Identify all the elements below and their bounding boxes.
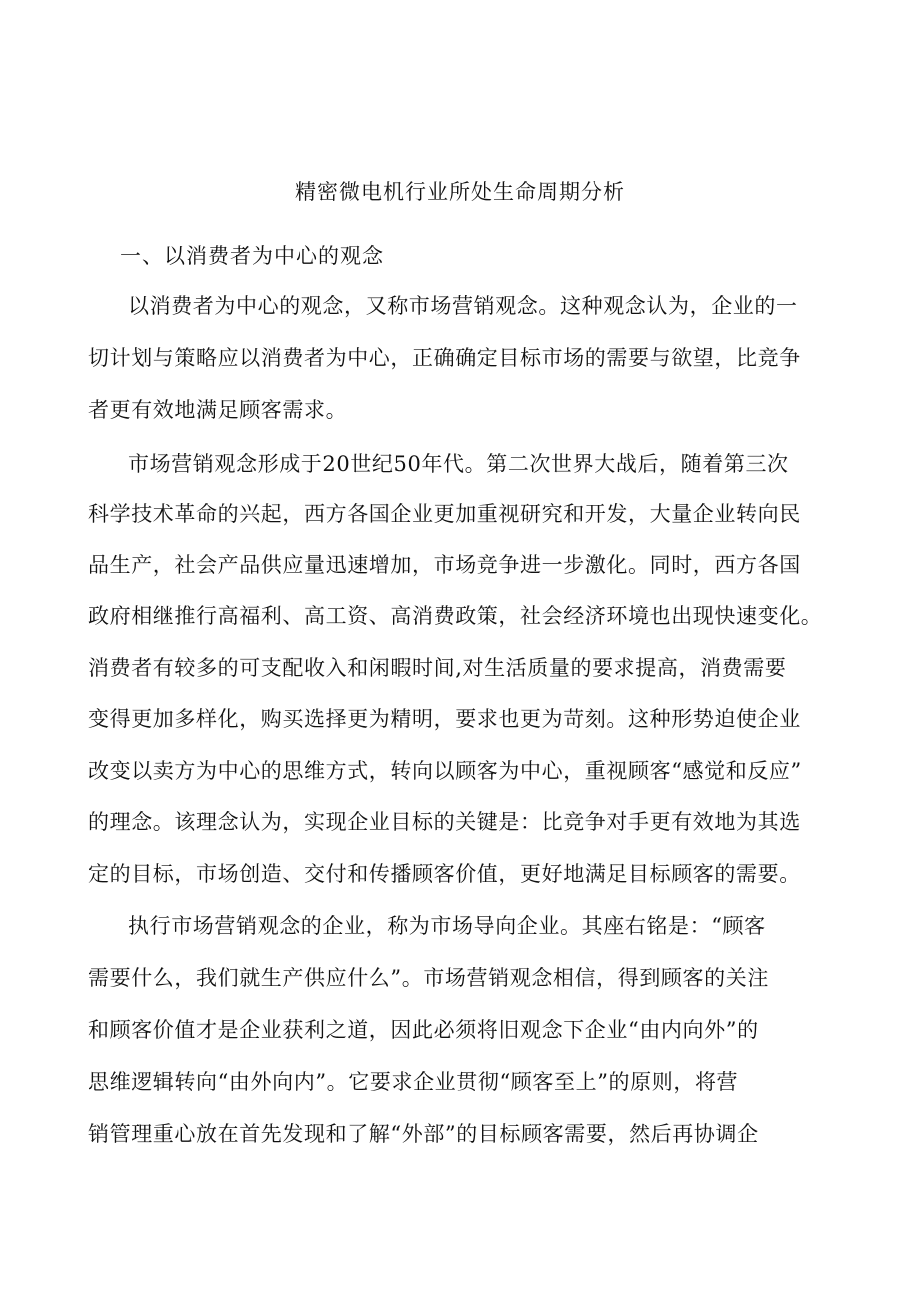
paragraph-line: 科学技术革命的兴起，西方各国企业更加重视研究和开发，大量企业转向民	[88, 502, 801, 526]
paragraph-line: 需要什么，我们就生产供应什么”。市场营销观念相信，得到顾客的关注	[88, 966, 769, 990]
paragraph-line: 以消费者为中心的观念，又称市场营销观念。这种观念认为，企业的一	[128, 294, 798, 318]
paragraph-line: 和顾客价值才是企业获利之道，因此必须将旧观念下企业“由内向外”的	[88, 1018, 759, 1042]
paragraph-line: 变得更加多样化，购买选择更为精明，要求也更为苛刻。这种形势迫使企业	[88, 707, 801, 731]
paragraph-line: 思维逻辑转向“由外向内”。它要求企业贯彻“顾客至上”的原则，将营	[88, 1070, 739, 1094]
paragraph-line: 者更有效地满足顾客需求。	[88, 398, 348, 422]
section-heading: 一、以消费者为中心的观念	[120, 244, 384, 268]
paragraph-line: 切计划与策略应以消费者为中心，正确确定目标市场的需要与欲望，比竞争	[88, 346, 801, 370]
paragraph-line: 销管理重心放在首先发现和了解“外部”的目标顾客需要，然后再协调企	[88, 1122, 759, 1146]
paragraph-line: 市场营销观念形成于20世纪50年代。第二次世界大战后，随着第三次	[128, 452, 789, 476]
paragraph-line: 执行市场营销观念的企业，称为市场导向企业。其座右铭是：“顾客	[128, 914, 766, 938]
paragraph-line: 政府相继推行高福利、高工资、高消费政策，社会经济环境也出现快速变化。	[88, 604, 823, 628]
paragraph-line: 消费者有较多的可支配收入和闲暇时间,对生活质量的要求提高，消费需要	[88, 656, 787, 680]
document-title: 精密微电机行业所处生命周期分析	[295, 180, 625, 204]
paragraph-line: 改变以卖方为中心的思维方式，转向以顾客为中心，重视顾客“感觉和反应”	[88, 759, 802, 783]
paragraph-line: 品生产，社会产品供应量迅速增加，市场竞争进一步激化。同时，西方各国	[88, 553, 801, 577]
paragraph-line: 定的目标，市场创造、交付和传播顾客价值，更好地满足目标顾客的需要。	[88, 862, 801, 886]
paragraph-line: 的理念。该理念认为，实现企业目标的关键是：比竞争对手更有效地为其选	[88, 810, 801, 834]
